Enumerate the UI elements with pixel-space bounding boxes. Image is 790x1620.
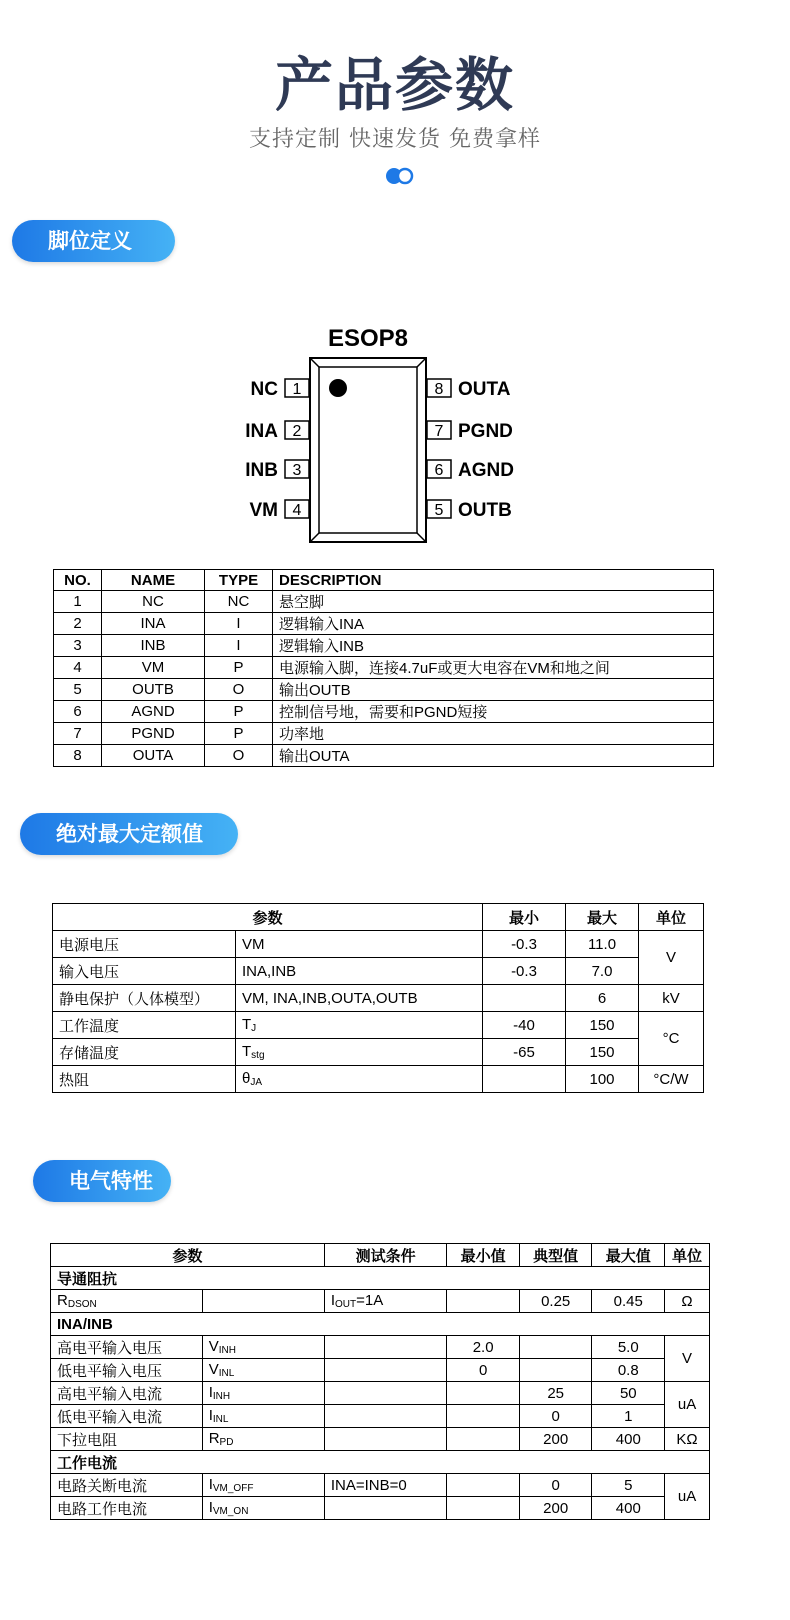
pin-type: P [205,701,273,723]
abs-max: 100 [566,1066,639,1093]
elec-category: 工作电流 [51,1451,710,1474]
pin-name: INB [102,635,205,657]
abs-max: 150 [566,1012,639,1039]
pin-table-header: TYPE [205,570,273,591]
elec-unit: uA [665,1474,710,1520]
elec-param-name: 电路关断电流 [51,1474,203,1497]
abs-min [483,1066,566,1093]
pin-name-label: AGND [458,460,514,481]
pin-name: NC [102,591,205,613]
pin-name-label: NC [250,379,278,400]
pin-description: 输出OUTA [273,745,714,767]
table-row [54,745,714,767]
elec-min [447,1405,519,1428]
pin-type: I [205,613,273,635]
elec-cond: $I_{OUT}=1A$ [324,1290,447,1313]
pin-description: 输出OUTB [273,679,714,701]
elec-param-name: 电路工作电流 [51,1497,203,1520]
pin-number-label: 3 [292,462,302,479]
elec-unit: KΩ [665,1428,710,1451]
elec-param-name: 低电平输入电流 [51,1405,203,1428]
pin-number-label: 5 [434,502,444,519]
abs-min [483,985,566,1012]
elec-max: 400 [592,1428,665,1451]
table-row [54,701,714,723]
abs-param-name: 工作温度 [53,1012,236,1039]
pin-name-label: PGND [458,421,513,442]
elec-typ: 25 [519,1382,592,1405]
elec-typ: 0 [519,1405,592,1428]
elec-symbol: $V_{INH}$ [202,1336,324,1359]
abs-param-name: 静电保护（人体模型） [53,985,236,1012]
pin-type: P [205,657,273,679]
pin-name-label: INB [245,460,278,481]
elec-symbol: $V_{INL}$ [202,1359,324,1382]
chip-package-label: ESOP8 [327,325,409,352]
abs-unit: kV [639,985,704,1012]
abs-min: -40 [483,1012,566,1039]
elec-min [447,1497,519,1520]
pin-description: 控制信号地，需要和PGND短接 [273,701,714,723]
elec-cond [324,1497,447,1520]
abs-max: 11.0 [566,931,639,958]
pin-number-label: 6 [434,462,444,479]
pin-name-label: OUTB [458,500,512,521]
table-row [53,931,704,958]
elec-header-min: 最小值 [447,1244,519,1267]
abs-symbol: VM [236,931,483,958]
pin-type: O [205,745,273,767]
elec-symbol-blank [202,1290,324,1313]
abs-max: 150 [566,1039,639,1066]
table-row [51,1359,710,1382]
table-row [54,723,714,745]
abs-symbol: $T_J$ [236,1012,483,1039]
elec-min: 2.0 [447,1336,519,1359]
elec-max: 50 [592,1382,665,1405]
abs-unit: V [639,931,704,985]
left-pins [245,379,309,521]
abs-min: -0.3 [483,958,566,985]
pin-description: 逻辑输入INA [273,613,714,635]
elec-typ: 0.25 [519,1290,592,1313]
pin-type: I [205,635,273,657]
pin-table-header: NO. [54,570,102,591]
table-row [53,1066,704,1093]
right-pins [427,379,514,521]
abs-symbol: $T_{stg}$ [236,1039,483,1066]
elec-max: 5 [592,1474,665,1497]
pin-name-label: INA [245,421,278,442]
pin-table-header: NAME [102,570,205,591]
table-row [54,657,714,679]
pin-number-label: 7 [434,423,444,440]
chip-pinout-diagram [230,318,560,550]
pin-name: VM [102,657,205,679]
elec-category: 导通阻抗 [51,1267,710,1290]
pin-description: 电源输入脚，连接4.7uF或更大电容在VM和地之间 [273,657,714,679]
pin-number: 5 [54,679,102,701]
pin-table-header: DESCRIPTION [273,570,714,591]
pin-name: PGND [102,723,205,745]
elec-min [447,1290,519,1313]
elec-typ: 200 [519,1428,592,1451]
elec-symbol: $R_{DSON}$ [51,1290,203,1313]
elec-max: 400 [592,1497,665,1520]
absolute-max-table [52,903,704,1093]
pin1-marker-icon [329,379,347,397]
table-row [54,591,714,613]
pin-number-label: 4 [292,502,302,519]
abs-max: 6 [566,985,639,1012]
abs-symbol: INA,INB [236,958,483,985]
elec-unit: V [665,1336,710,1382]
elec-category: INA/INB [51,1313,710,1336]
abs-header-unit: 单位 [639,904,704,931]
elec-max: 1 [592,1405,665,1428]
elec-param-name: 低电平输入电压 [51,1359,203,1382]
abs-param-name: 电源电压 [53,931,236,958]
elec-symbol: $I_{INH}$ [202,1382,324,1405]
abs-unit: °C [639,1012,704,1066]
elec-param-name: 下拉电阻 [51,1428,203,1451]
elec-symbol: $I_{VM\_OFF}$ [202,1474,324,1497]
table-row [51,1336,710,1359]
table-row [54,613,714,635]
elec-header-unit: 单位 [665,1244,710,1267]
pin-number: 4 [54,657,102,679]
pin-number: 8 [54,745,102,767]
elec-max: 0.8 [592,1359,665,1382]
abs-header-min: 最小 [483,904,566,931]
table-row [53,958,704,985]
elec-min [447,1474,519,1497]
pin-number-label: 1 [292,381,302,398]
elec-unit: Ω [665,1290,710,1313]
abs-param-name: 输入电压 [53,958,236,985]
table-row [51,1405,710,1428]
decorative-dots-icon [385,167,417,185]
pin-number-label: 8 [434,381,444,398]
table-row [53,1012,704,1039]
table-row [51,1474,710,1497]
pin-number: 3 [54,635,102,657]
pin-name-label: VM [249,500,278,521]
elec-typ [519,1336,592,1359]
pin-number: 6 [54,701,102,723]
pin-name: OUTA [102,745,205,767]
pin-number: 1 [54,591,102,613]
abs-symbol: $\theta_{JA}$ [236,1066,483,1093]
page-subtitle: 支持定制 快速发货 免费拿样 [249,127,541,152]
abs-min: -65 [483,1039,566,1066]
elec-unit: uA [665,1382,710,1428]
table-row [51,1290,710,1313]
elec-cond: INA=INB=0 [324,1474,447,1497]
elec-max: 5.0 [592,1336,665,1359]
pin-type: O [205,679,273,701]
abs-max: 7.0 [566,958,639,985]
pin-description: 功率地 [273,723,714,745]
abs-header-param: 参数 [53,904,483,931]
pin-number: 7 [54,723,102,745]
abs-min: -0.3 [483,931,566,958]
pin-name: INA [102,613,205,635]
page-title: 产品参数 [274,51,515,119]
elec-min [447,1382,519,1405]
section-absolute-max-ratings: 绝对最大定额值 [20,813,238,855]
elec-symbol: $I_{INL}$ [202,1405,324,1428]
elec-param-name: 高电平输入电压 [51,1336,203,1359]
elec-typ: 0 [519,1474,592,1497]
pin-description: 逻辑输入INB [273,635,714,657]
abs-symbol: VM, INA,INB,OUTA,OUTB [236,985,483,1012]
pin-name-label: OUTA [458,379,511,400]
elec-param-name: 高电平输入电流 [51,1382,203,1405]
pin-type: P [205,723,273,745]
elec-symbol: $I_{VM\_ON}$ [202,1497,324,1520]
elec-header-cond: 测试条件 [324,1244,447,1267]
elec-typ: 200 [519,1497,592,1520]
table-row [53,1039,704,1066]
pin-name: AGND [102,701,205,723]
pin-description: 悬空脚 [273,591,714,613]
elec-symbol: $R_{PD}$ [202,1428,324,1451]
elec-min: 0 [447,1359,519,1382]
elec-typ [519,1359,592,1382]
pin-number: 2 [54,613,102,635]
pin-number-label: 2 [292,423,302,440]
abs-header-max: 最大 [566,904,639,931]
abs-param-name: 热阻 [53,1066,236,1093]
table-row [54,679,714,701]
elec-header-param: 参数 [51,1244,325,1267]
table-row [51,1428,710,1451]
table-row [51,1382,710,1405]
elec-header-max: 最大值 [592,1244,665,1267]
table-row [51,1497,710,1520]
elec-header-typ: 典型值 [519,1244,592,1267]
abs-unit: °C/W [639,1066,704,1093]
table-row [53,985,704,1012]
section-pin-definition: 脚位定义 [12,220,175,262]
abs-param-name: 存储温度 [53,1039,236,1066]
elec-max: 0.45 [592,1290,665,1313]
pin-name: OUTB [102,679,205,701]
section-electrical-characteristics: 电气特性 [33,1160,171,1202]
electrical-table [50,1243,710,1520]
pin-table [53,569,714,767]
pin-type: NC [205,591,273,613]
elec-min [447,1428,519,1451]
table-row [54,635,714,657]
